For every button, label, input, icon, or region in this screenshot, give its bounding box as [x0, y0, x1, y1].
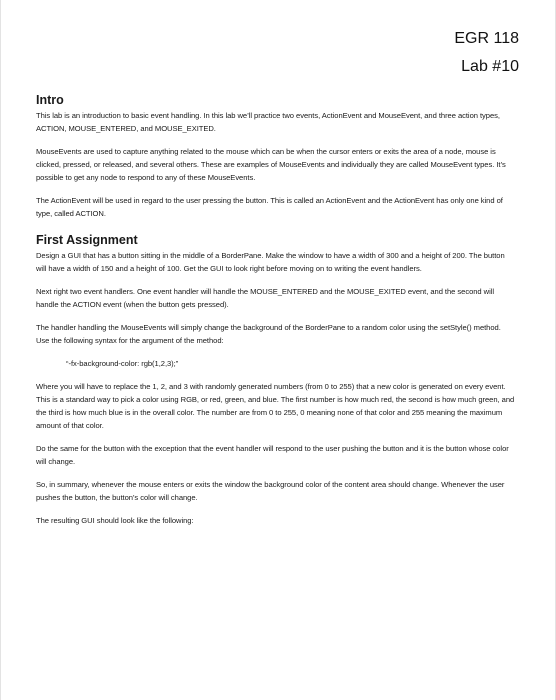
course-title: EGR 118 [454, 30, 519, 47]
intro-paragraph-3: The ActionEvent will be used in regard to the user pressing the button. This is called an ActionEvent and the ActionEvent has only one kind of type, called ACTION. [36, 196, 503, 218]
lab-number: Lab #10 [461, 58, 519, 75]
assignment-paragraph-5: Do the same for the button with the exception that the event handler will respond to the user pushing the button and it is the button whose color will change. [36, 444, 509, 466]
assignment-paragraph-4: Where you will have to replace the 1, 2, and 3 with randomly generated numbers (from 0 to 255) that a new color is generated on every event. This is a standard way to pick a color using RGB, or red, green, and blue. The first number is how much red, the second is how much green, and the third is how much blue is in the overall color. The number are from 0 to 255, 0 meaning none of that color and 255 meaning the maximum amount of that color. [36, 382, 515, 430]
intro-paragraph-1: This lab is an introduction to basic event handling. In this lab we’ll practice two events, ActionEvent and MouseEvent, and three action types, ACTION, MOUSE_ENTERED, and MOUSE_EXITED. [36, 111, 500, 133]
intro-heading: Intro [36, 93, 64, 107]
page-header [454, 28, 519, 78]
first-assignment-section [36, 232, 516, 527]
assignment-paragraph-6: So, in summary, whenever the mouse enters or exits the window the background color of the content area should change. Whenever the user pushes the button, the button’s color will change. [36, 480, 505, 502]
assignment-paragraph-7: The resulting GUI should look like the following: [36, 516, 194, 525]
document-body [36, 92, 516, 537]
assignment-paragraph-1: Design a GUI that has a button sitting in the middle of a BorderPane. Make the window to have a width of 300 and a height of 200. The button will have a width of 150 and a height of 100. Get the GUI to look right before moving on to writing the event handlers. [36, 251, 505, 273]
assignment-paragraph-2: Next right two event handlers. One event handler will handle the MOUSE_ENTERED and the MOUSE_EXITED event, and the second will handle the ACTION event (when the button gets pressed). [36, 287, 494, 309]
code-snippet: “-fx-background-color: rgb(1,2,3);” [66, 359, 179, 368]
first-assignment-heading: First Assignment [36, 233, 138, 247]
intro-paragraph-2: MouseEvents are used to capture anything related to the mouse which can be when the cursor enters or exits the area of a node, mouse is clicked, pressed, or released, and several others. These are examples of MouseEvents and individually they are called MouseEvent types. It’s possible to get any node to respond to any of these MouseEvents. [36, 147, 506, 182]
assignment-paragraph-3: The handler handling the MouseEvents will simply change the background of the BorderPane to a random color using the setStyle() method. Use the following syntax for the argument of the method: [36, 323, 501, 345]
intro-section [36, 92, 516, 220]
